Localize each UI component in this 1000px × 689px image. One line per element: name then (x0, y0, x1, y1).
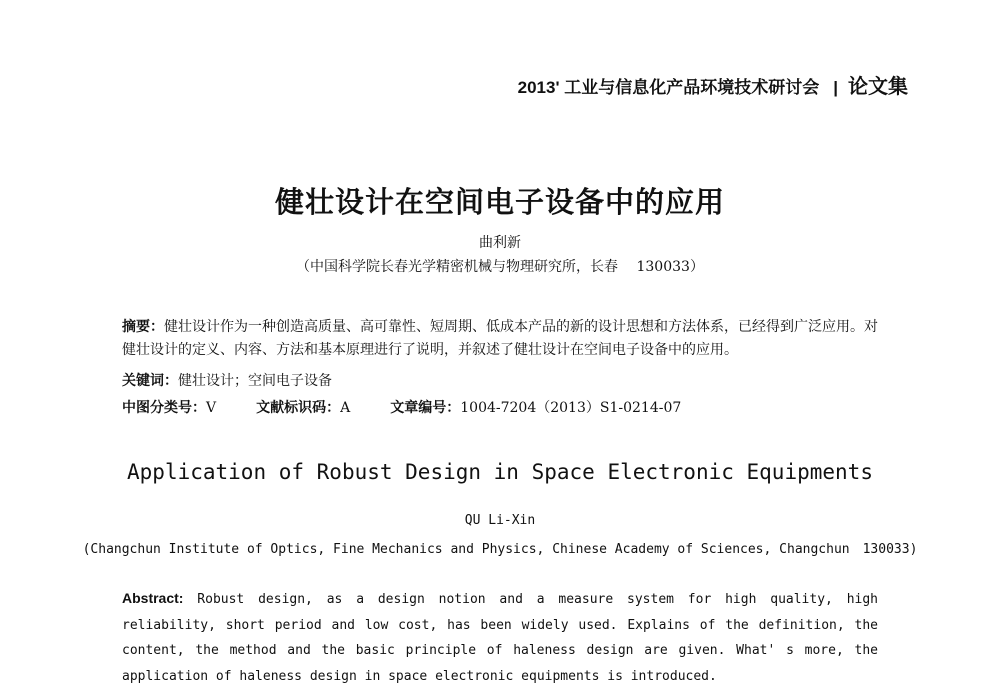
keywords-cn-label: 关键词： (122, 373, 178, 389)
classification-cn (122, 397, 882, 417)
keywords-cn-text: 健壮设计；空间电子设备 (178, 373, 332, 389)
abstract-cn (122, 316, 882, 362)
header-separator: | (833, 78, 838, 97)
proceedings-name: 2013' 工业与信息化产品环境技术研讨会 (517, 78, 820, 97)
affiliation-en: (Changchun Institute of Optics, Fine Mechanics and Physics, Chinese Academy of Sciences, Changchun 130033) (82, 542, 918, 557)
collection-label: 论文集 (848, 76, 908, 98)
author-cn: 曲利新 (479, 235, 521, 251)
article-number-label: 文章编号： (390, 400, 461, 416)
title-en: Application of Robust Design in Space Electronic Equipments (127, 460, 873, 484)
author-en: QU Li-Xin (464, 513, 536, 528)
abstract-en (122, 586, 878, 689)
affiliation-cn: （中国科学院长春光学精密机械与物理研究所，长春 130033） (296, 259, 704, 275)
abstract-en-text: Robust design, as a design notion and a measure system for high quality, high reliability, short period and low cost, has been widely used. Explains of the definition, the content, the method and the basic principle of haleness design are given. What' s more, the application of haleness design in space electronic equipments is introduced. (122, 592, 878, 684)
keywords-cn (122, 370, 882, 390)
doc-code-value: A (340, 400, 351, 416)
abstract-cn-label: 摘要： (122, 319, 164, 335)
title-cn: 健壮设计在空间电子设备中的应用 (274, 185, 725, 219)
class-number-label: 中图分类号： (122, 400, 206, 416)
article-number-value: 1004-7204（2013）S1-0214-07 (460, 400, 682, 416)
class-number-value: V (206, 400, 217, 416)
abstract-en-label: Abstract: (122, 590, 184, 606)
page-header (518, 70, 908, 99)
abstract-cn-text: 健壮设计作为一种创造高质量、高可靠性、短周期、低成本产品的新的设计思想和方法体系，已经得到广泛应用。对健壮设计的定义、内容、方法和基本原理进行了说明，并叙述了健壮设计在空间电子设备中的应用。 (122, 319, 878, 358)
doc-code-label: 文献标识码： (256, 400, 341, 416)
